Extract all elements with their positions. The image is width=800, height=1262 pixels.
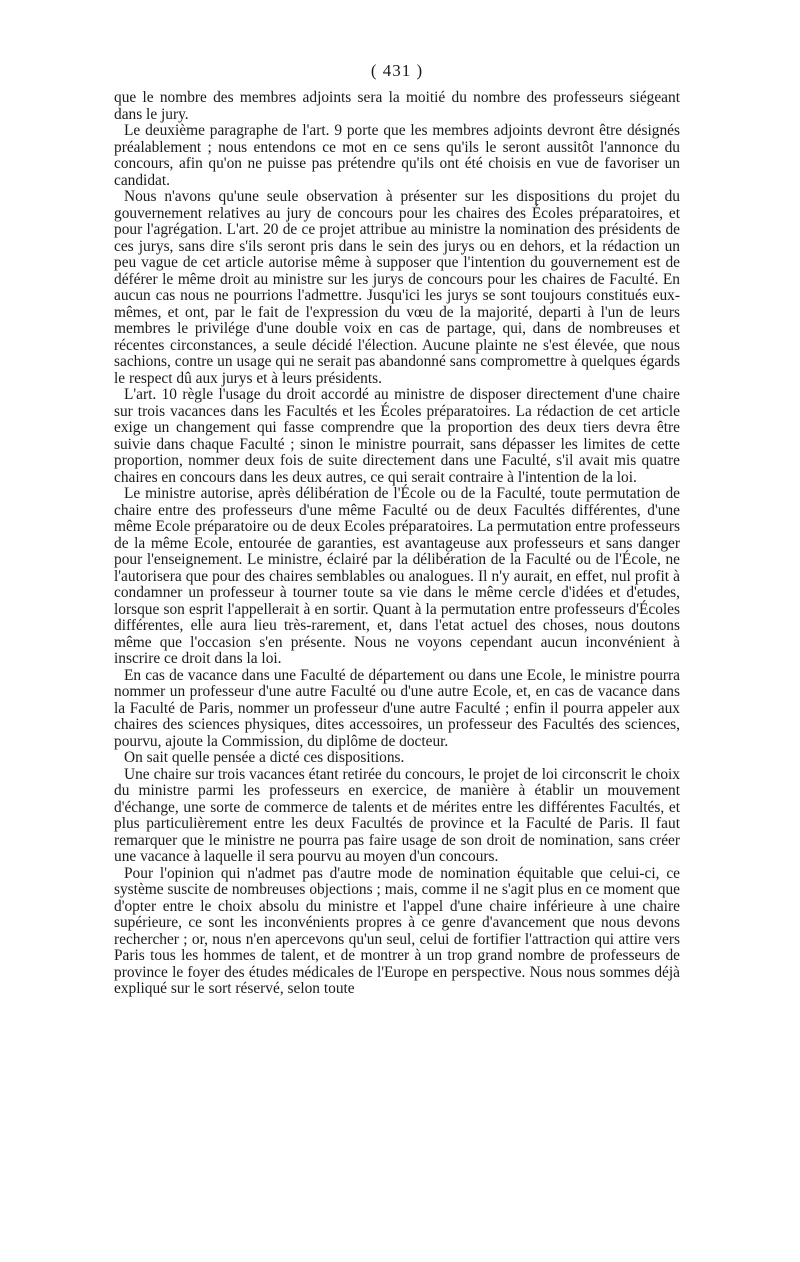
document-page <box>114 62 680 998</box>
paragraph: Pour l'opinion qui n'admet pas d'autre mode de nomination équitable que celui-ci, ce système suscite de nombreuses objections ; mais, comme il ne s'agit plus en ce moment que d'opter entre le choix absolu du ministre et l'appel d'une chaire inférieure à une chaire supérieure, ce sont les inconvénients propres à ce genre d'avancement que nous devons rechercher ; or, nous n'en apercevons qu'un seul, celui de fortifier l'attraction qui attire vers Paris tous les hommes de talent, et de montrer à un trop grand nombre de professeurs de province le foyer des études médicales de l'Europe en perspective. Nous nous sommes déjà expliqué sur le sort réservé, selon toute <box>114 864 680 997</box>
paragraph: Le deuxième paragraphe de l'art. 9 porte que les membres adjoints devront être désignés préalablement ; nous entendons ce mot en ce sens qu'ils le seront aussitôt l'annonce du concours, afin qu'on ne puisse pas prétendre qu'ils ont été choisis en vue de favoriser un candidat. <box>114 122 680 189</box>
page-number: ( 431 ) <box>370 61 424 80</box>
paragraph: Le ministre autorise, après délibération de l'École ou de la Faculté, toute permutation de chaire entre des professeurs d'une même Faculté ou de deux Facultés différentes, d'une même Ecole préparatoire ou de deux Ecoles préparatoires. La permutation entre professeurs de la même Ecole, entourée de garanties, est avantageuse aux professeurs et sans danger pour l'enseignement. Le ministre, éclairé par la délibération de la Faculté ou de l'École, ne l'autorisera que pour des chaires semblables ou analogues. Il n'y aurait, en effet, nul profit à condamner un professeur à tourner toute sa vie dans le même cercle d'idées et d'etudes, lorsque son esprit l'appellerait à en sortir. Quant à la permutation entre professeurs d'Écoles différentes, elle aura lieu très-rarement, et, dans l'etat actuel des choses, nous doutons même que l'occasion s'en présente. Nous ne voyons cependant aucun inconvénient à inscrire ce droit dans la loi. <box>114 485 680 667</box>
paragraph: On sait quelle pensée a dicté ces dispositions. <box>124 749 405 766</box>
paragraph: L'art. 10 règle l'usage du droit accordé au ministre de disposer directement d'une chaire sur trois vacances dans les Facultés et les Écoles préparatoires. La rédaction de cet article exige un changement qui fasse comprendre que la proportion des deux tiers devra être suivie dans chaque Faculté ; sinon le ministre pourrait, sans dépasser les limites de cette proportion, nommer deux fois de suite directement dans une Faculté, s'il avait mis quatre chaires en concours dans les deux autres, ce qui serait contraire à l'intention de la loi. <box>114 386 680 486</box>
paragraph: Nous n'avons qu'une seule observation à présenter sur les dispositions du projet du gouvernement relatives au jury de concours pour les chaires des Écoles préparatoires, et pour l'agrégation. L'art. 20 de ce projet attribue au ministre la nomination des présidents de ces jurys, sans dire s'ils seront pris dans le sein des jurys ou en dehors, et la rédaction un peu vague de cet article autorise même à supposer que l'intention du gouvernement est de déférer le même droit au ministre sur les jurys de concours pour les chaires de Faculté. En aucun cas nous ne pourrions l'admettre. Jusqu'ici les jurys se sont toujours constitués eux-mêmes, et ont, par le fait de l'expression du vœu de la majorité, departi à l'un de leurs membres le privilége d'une double voix en cas de partage, qui, dans de nombreuses et récentes circonstances, a seule décidé l'élection. Aucune plainte ne s'est élevée, que nous sachions, contre un usage qui ne serait pas abandonné sans compromettre à quelques égards le respect dû aux jurys et à leurs présidents. <box>114 188 680 387</box>
paragraph-continuation: que le nombre des membres adjoints sera la moitié du nombre des professeurs siégeant dans le jury. <box>114 89 680 123</box>
paragraph: En cas de vacance dans une Faculté de département ou dans une Ecole, le ministre pourra nommer un professeur d'une autre Faculté ou d'une autre Ecole, et, en cas de vacance dans la Faculté de Paris, nommer un professeur d'une autre Faculté ; enfin il pourra appeler aux chaires des sciences physiques, dites accessoires, un professeur des Facultés des sciences, pourvu, ajoute la Commission, du diplôme de docteur. <box>114 666 680 750</box>
paragraph: Une chaire sur trois vacances étant retirée du concours, le projet de loi circonscrit le choix du ministre parmi les professeurs en exercice, de manière à établir un mouvement d'échange, une sorte de commerce de talents et de mérites entre les différentes Facultés, et plus particulièrement entre les deux Facultés de province et la Faculté de Paris. Il faut remarquer que le ministre ne pourra pas faire usage de son droit de nomination, sans créer une vacance à laquelle il sera pourvu au moyen d'un concours. <box>114 765 680 865</box>
